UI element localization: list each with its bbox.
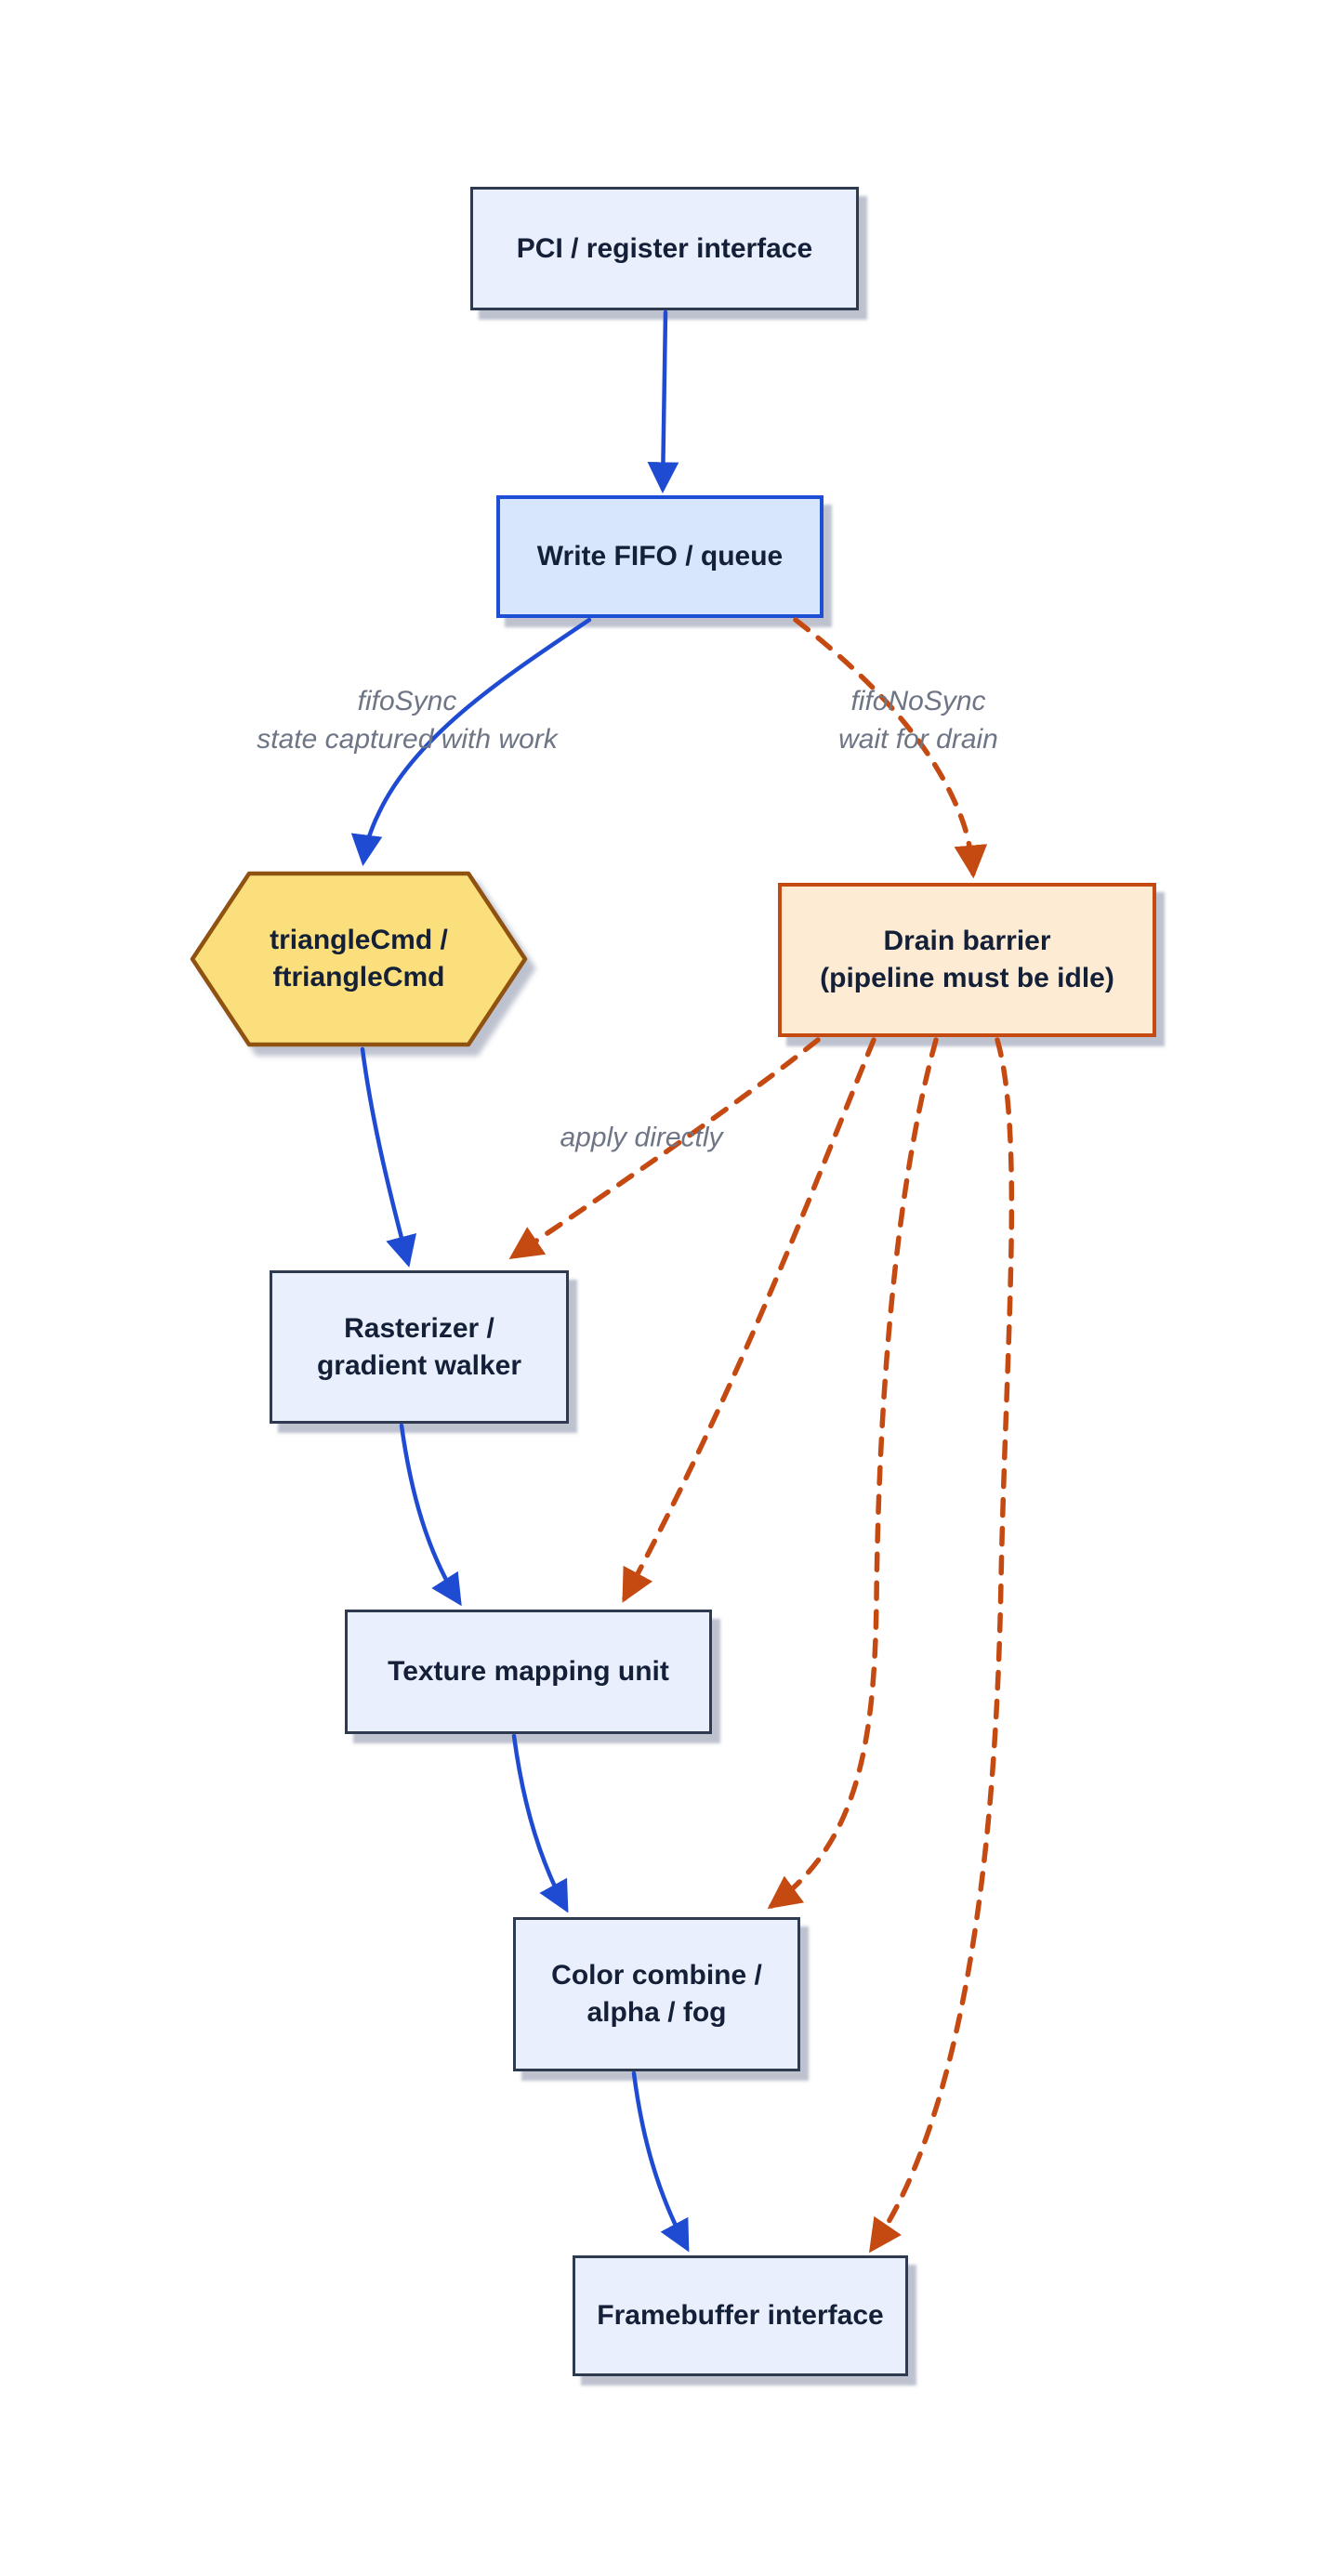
edge-label-line: fifoNoSync xyxy=(850,686,986,716)
edge-drain-to-framebuffer xyxy=(872,1040,1011,2249)
node-label-line: Framebuffer interface xyxy=(597,2300,884,2331)
edge-label-line: state captured with work xyxy=(257,724,558,755)
edge-drain-to-color-combine xyxy=(771,1040,936,1906)
node-label-line: alpha / fog xyxy=(586,1997,727,2028)
edge-pci-to-fifo xyxy=(663,312,665,489)
node-trianglecmd-hexagon xyxy=(189,871,529,1047)
node-label-line: Color combine / xyxy=(551,1960,762,1991)
node-label-line: Texture mapping unit xyxy=(388,1656,669,1687)
node-label-line: Rasterizer / xyxy=(344,1312,494,1344)
edge-texture-to-color-combine xyxy=(514,1736,566,1909)
node-texture-mapping-unit xyxy=(345,1610,712,1734)
node-label-line: (pipeline must be idle) xyxy=(820,963,1114,993)
edge-label-line: fifoSync xyxy=(357,686,457,716)
edge-label-line: wait for drain xyxy=(838,724,998,755)
node-label-line: PCI / register interface xyxy=(516,232,813,264)
node-label-line: Write FIFO / queue xyxy=(536,541,784,572)
node-rasterizer-gradient-walker xyxy=(270,1270,569,1424)
node-drain-barrier xyxy=(778,883,1156,1037)
hexagon-label xyxy=(189,871,529,1047)
node-label-line: ftriangleCmd xyxy=(272,962,445,992)
edge-label-apply-directly xyxy=(560,1119,722,1157)
node-label-line: Drain barrier xyxy=(883,926,1051,956)
node-label-line: triangleCmd / xyxy=(270,925,448,955)
edge-rasterizer-to-texture xyxy=(402,1426,459,1602)
node-framebuffer-interface xyxy=(573,2255,908,2376)
node-label-line: gradient walker xyxy=(316,1349,522,1381)
edge-label-fifosync xyxy=(257,682,557,758)
edge-label-line: apply directly xyxy=(560,1122,723,1153)
node-write-fifo-queue xyxy=(496,495,824,618)
edge-label-fifonosync xyxy=(838,682,998,758)
edge-trianglecmd-to-rasterizer xyxy=(362,1049,408,1263)
edge-color-combine-to-framebuffer xyxy=(634,2073,687,2248)
node-color-combine-alpha-fog xyxy=(513,1917,800,2071)
node-pci-register-interface xyxy=(470,187,859,310)
